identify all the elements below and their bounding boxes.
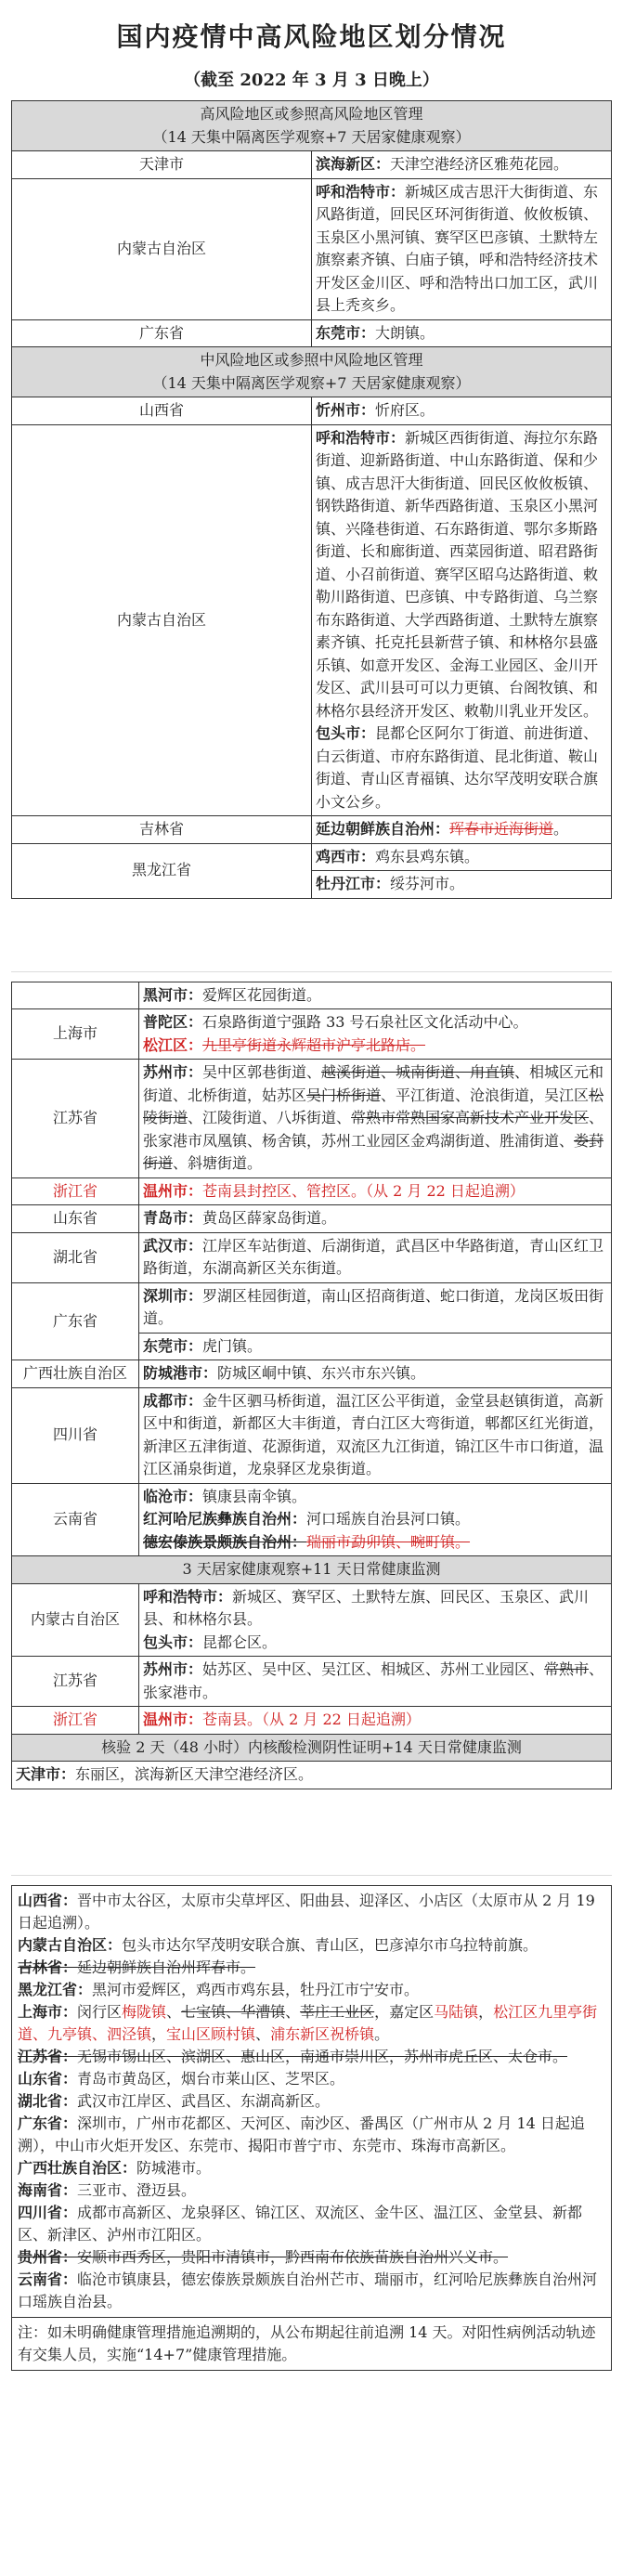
table-row <box>12 1707 612 1735</box>
page-subtitle: （截至 2022 年 3 月 3 日晚上） <box>184 71 439 90</box>
table-row <box>12 178 612 319</box>
table-row <box>12 424 612 816</box>
area-cell: 忻州市：忻府区。 <box>312 397 612 425</box>
province-cell: 四川省 <box>12 1387 139 1483</box>
province-cell: 吉林省 <box>12 816 312 844</box>
list-item: 山西省：晋中市太谷区，太原市尖草坪区、阳曲县、迎泽区、小店区（太原市从 2 月 19 日起追溯）。 内蒙古自治区：包头市达尔罕茂明安联合旗、青山区，巴彦淖尔市乌拉特前旗。 吉林省：延边朝鲜族自治州珲春市。 黑龙江省：黑河市爱辉区，鸡西市鸡东县，牡丹江市宁安市。 上海市：闵行区梅陇镇、七宝镇、华漕镇、莘庄工业区，嘉定区马陆镇，松江区九里亭街道、九亭镇、泗泾镇，宝山区顾村镇、浦东新区祝桥镇。 江苏省：无锡市锡山区、滨湖区、惠山区，南通市崇川区，苏州市虎丘区、太仓市。 山东省：青岛市黄岛区，烟台市莱山区、芝罘区。 湖北省：武汉市江岸区、武昌区、东湖高新区。 广东省：深圳市，广州市花都区、天河区、南沙区、番禺区（广州市从 2 月 14 日起追溯），中山市火炬开发区、东莞市、揭阳市普宁市、东莞市、珠海市高新区。 广西壮族自治区：防城港市。 海南省：三亚市、澄迈县。 四川省：成都市高新区、龙泉驿区、锦江区、双流区、金牛区、温江区、金堂县、新都区、新津区、泸州市江阳区。 贵州省：安顺市西秀区，贵阳市清镇市，黔西南布依族苗族自治州兴义市。 云南省：临沧市镇康县，德宏傣族景颇族自治州芒市、瑞丽市，红河哈尼族彝族自治州河口瑶族自治县。 <box>12 1885 612 2317</box>
province-cell <box>12 982 139 1009</box>
table-row <box>12 843 612 871</box>
province-cell: 山西省 <box>12 397 312 425</box>
table-row <box>12 151 612 179</box>
area-cell: 牡丹江市：绥芬河市。 <box>312 871 612 899</box>
area-cell: 温州市：苍南县封控区、管控区。（从 2 月 22 日起追溯） <box>139 1177 612 1205</box>
area-cell: 温州市：苍南县。（从 2 月 22 日起追溯） <box>139 1707 612 1735</box>
table-row <box>12 1060 612 1178</box>
area-cell: 青岛市：黄岛区薛家岛街道。 <box>139 1205 612 1233</box>
table-row <box>12 319 612 347</box>
area-cell: 苏州市：吴中区郭巷街道、越溪街道、城南街道、甪直镇、相城区元和街道、北桥街道，姑苏区吴门桥街道、平江街道、沧浪街道，吴江区松陵街道、江陵街道、八坼街道、常熟市常熟国家高新技术产业开发区、张家港市凤凰镇、杨舍镇，苏州工业园区金鸡湖街道、胜浦街道、娄葑街道、斜塘街道。 <box>139 1060 612 1178</box>
table-row <box>12 1657 612 1707</box>
table-row <box>12 1762 612 1789</box>
section-header-medium: 中风险地区或参照中风险地区管理 （14 天集中隔离医学观察+7 天居家健康观察） <box>12 347 612 397</box>
section-header-high: 高风险地区或参照高风险地区管理 （14 天集中隔离医学观察+7 天居家健康观察） <box>12 101 612 151</box>
area-cell: 呼和浩特市：新城区西街街道、海拉尔东路街道、迎新路街道、中山东路街道、保和少镇、成吉思汗大街街道、回民区攸攸板镇、钢铁路街道、新华西路街道、玉泉区小黑河镇、兴隆巷街道、石东路街道、鄂尔多斯路街道、长和廊街道、西菜园街道、昭君路街道、小召前街道、赛罕区昭乌达路街道、敕勒川路街道、巴彦镇、中专路街道、乌兰察布东路街道、大学西路街道、土默特左旗察素齐镇、托克托县新营子镇、和林格尔县盛乐镇、如意开发区、金海工业园区、金川开发区、武川县可可以力更镇、台阁牧镇、和林格尔县经济开发区、敕勒川乳业开发区。 包头市：昆都仑区阿尔丁街道、前进街道、白云街道、市府东路街道、昆北街道、鞍山街道、青山区青福镇、达尔罕茂明安联合旗小文公乡。 <box>312 424 612 816</box>
table-row <box>12 982 612 1009</box>
table-row <box>12 1177 612 1205</box>
area-cell: 东莞市：虎门镇。 <box>139 1333 612 1360</box>
page-break <box>0 899 623 971</box>
area-cell: 成都市：金牛区驷马桥街道，温江区公平街道，金堂县赵镇街道，高新区中和街道，新都区大丰街道，青白江区大弯街道，郫都区红光街道，新津区五津街道、花源街道，双流区九江街道，锦江区牛市口街道，温江区涌泉街道，龙泉驿区龙泉街道。 <box>139 1387 612 1483</box>
province-cell: 江苏省 <box>12 1060 139 1178</box>
province-cell: 内蒙古自治区 <box>12 424 312 816</box>
area-cell: 延边朝鲜族自治州：珲春市近海街道。 <box>312 816 612 844</box>
table-row <box>12 1387 612 1483</box>
table-row <box>12 1360 612 1388</box>
risk-table-page1 <box>11 100 612 899</box>
area-cell: 防城港市：防城区峒中镇、东兴市东兴镇。 <box>139 1360 612 1388</box>
table-row <box>12 1885 612 2317</box>
province-cell: 江苏省 <box>12 1657 139 1707</box>
province-cell: 广西壮族自治区 <box>12 1360 139 1388</box>
table-row <box>12 1232 612 1282</box>
table-row <box>12 1009 612 1060</box>
low-risk-table <box>11 1885 612 2371</box>
province-cell: 湖北省 <box>12 1232 139 1282</box>
area-cell: 普陀区：石泉路街道宁强路 33 号石泉社区文化活动中心。 松江区：九里亭街道永辉超市沪亭北路店。 <box>139 1009 612 1060</box>
area-cell: 武汉市：江岸区车站街道、后湖街道，武昌区中华路街道，青山区红卫路街道，东湖高新区关东街道。 <box>139 1232 612 1282</box>
area-cell: 临沧市：镇康县南伞镇。 红河哈尼族彝族自治州：河口瑶族自治县河口镇。 德宏傣族景颇族自治州：瑞丽市勐卯镇、畹町镇。 <box>139 1483 612 1556</box>
area-cell: 呼和浩特市：新城区、赛罕区、土默特左旗、回民区、玉泉区、武川县、和林格尔县。 包头市：昆都仑区。 <box>139 1583 612 1657</box>
table-row <box>12 1583 612 1657</box>
province-cell: 内蒙古自治区 <box>12 178 312 319</box>
table-row <box>12 1483 612 1556</box>
province-cell: 浙江省 <box>12 1707 139 1735</box>
table-row <box>12 816 612 844</box>
province-cell: 广东省 <box>12 319 312 347</box>
area-cell: 苏州市：姑苏区、吴中区、吴江区、相城区、苏州工业园区、常熟市、张家港市。 <box>139 1657 612 1707</box>
area-cell: 鸡西市：鸡东县鸡东镇。 <box>312 843 612 871</box>
area-cell: 深圳市：罗湖区桂园街道，南山区招商街道、蛇口街道，龙岗区坂田街道。 <box>139 1282 612 1333</box>
province-cell: 浙江省 <box>12 1177 139 1205</box>
province-cell: 上海市 <box>12 1009 139 1060</box>
table-row <box>12 1282 612 1333</box>
section-header-48h: 核验 2 天（48 小时）内核酸检测阴性证明+14 天日常健康监测 <box>12 1734 612 1762</box>
page-title: 国内疫情中高风险地区划分情况 <box>116 21 507 52</box>
province-cell: 天津市 <box>12 151 312 179</box>
risk-table-page2 <box>11 982 612 1789</box>
table-row <box>12 2317 612 2370</box>
area-cell: 天津市：东丽区，滨海新区天津空港经济区。 <box>12 1762 612 1789</box>
province-cell: 黑龙江省 <box>12 843 312 898</box>
table-row <box>12 397 612 425</box>
area-cell: 滨海新区：天津空港经济区雅苑花园。 <box>312 151 612 179</box>
province-cell: 山东省 <box>12 1205 139 1233</box>
province-cell: 云南省 <box>12 1483 139 1556</box>
footnote: 注：如未明确健康管理措施追溯期的，从公布期起往前追溯 14 天。对阳性病例活动轨迹有交集人员，实施“14+7”健康管理措施。 <box>12 2317 612 2370</box>
area-cell: 东莞市：大朗镇。 <box>312 319 612 347</box>
province-cell: 广东省 <box>12 1282 139 1360</box>
table-row <box>12 1205 612 1233</box>
area-cell: 呼和浩特市：新城区成吉思汗大街街道、东风路街道，回民区环河街街道、攸攸板镇、玉泉区小黑河镇、赛罕区巴彦镇、土默特左旗察素齐镇、白庙子镇，呼和浩特经济技术开发区金川区、呼和浩特出口加工区，武川县上秃亥乡。 <box>312 178 612 319</box>
area-cell: 黑河市：爱辉区花园街道。 <box>139 982 612 1009</box>
province-cell: 内蒙古自治区 <box>12 1583 139 1657</box>
page-break <box>0 1789 623 1875</box>
section-header-3plus11: 3 天居家健康观察+11 天日常健康监测 <box>12 1556 612 1584</box>
